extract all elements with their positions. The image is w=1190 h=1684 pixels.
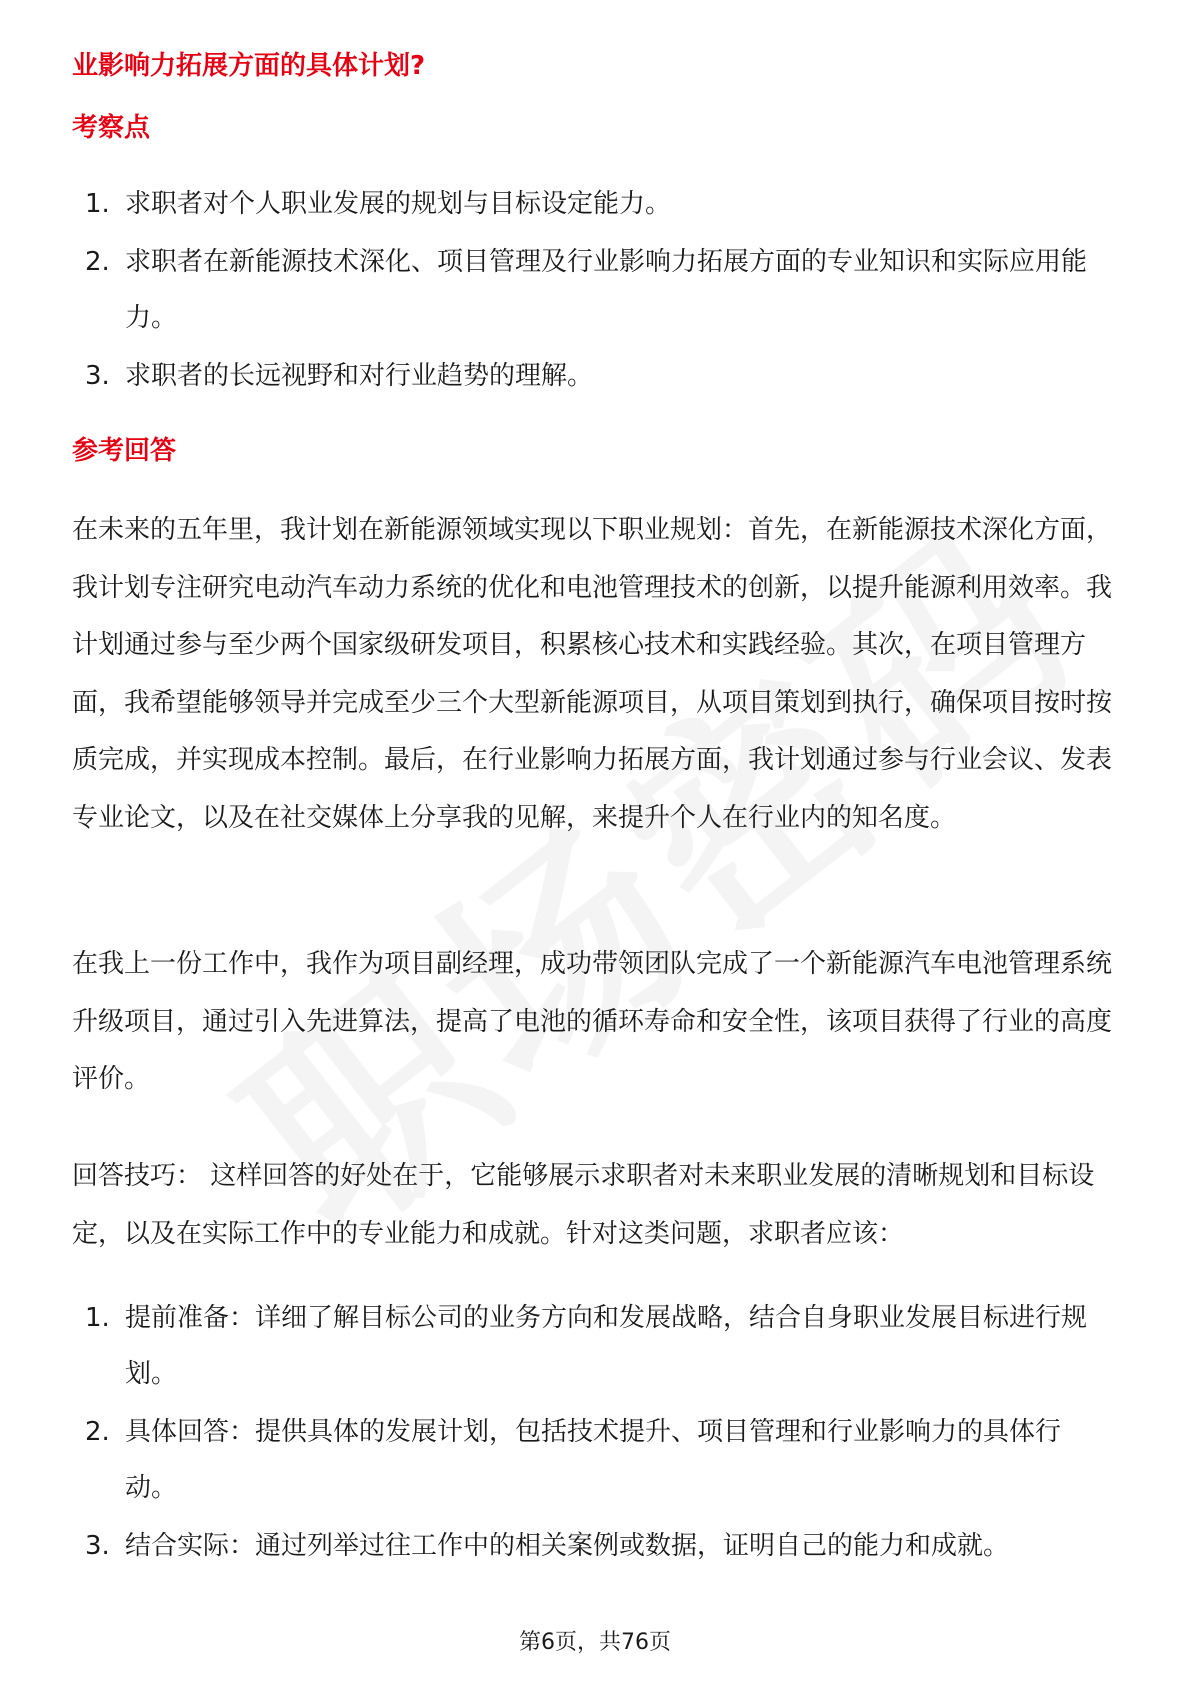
list-item-number: 2. (85, 1417, 110, 1447)
section-heading-cankao: 参考回答 (72, 436, 177, 466)
tips-list (0, 1290, 1190, 1574)
list-item-text: 提前准备：详细了解目标公司的业务方向和发展战略，结合自身职业发展目标进行规划。 (125, 1303, 1088, 1389)
section-heading-kaocha: 考察点 (72, 113, 151, 143)
list-item-text: 求职者的长远视野和对行业趋势的理解。 (125, 361, 594, 391)
answer-paragraph: 在未来的五年里，我计划在新能源领域实现以下职业规划：首先，在新能源技术深化方面，我计划专注研究电动汽车动力系统的优化和电池管理技术的创新，以提升能源利用效率。我计划通过参与至少两个国家级研发项目，积累核心技术和实践经验。其次，在项目管理方面，我希望能够领导并完成至少三个大型新能源项目，从项目策划到执行，确保项目按时按质完成，并实现成本控制。最后，在行业影响力拓展方面，我计划通过参与行业会议、发表专业论文，以及在社交媒体上分享我的见解，来提升个人在行业内的知名度。 (72, 515, 1113, 833)
list-item-number: 3. (85, 1531, 110, 1561)
page-number-footer: 第6页，共76页 (519, 1630, 671, 1655)
list-item (0, 176, 1190, 232)
list-item (0, 348, 1190, 404)
list-item-text: 结合实际：通过列举过往工作中的相关案例或数据，证明自己的能力和成就。 (125, 1531, 1010, 1561)
list-item (0, 1404, 1190, 1516)
list-item-number: 2. (85, 247, 110, 277)
kaocha-list (0, 176, 1190, 404)
list-item (0, 1290, 1190, 1402)
tips-paragraph: 回答技巧： 这样回答的好处在于，它能够展示求职者对未来职业发展的清晰规划和目标设定，以及在实际工作中的专业能力和成就。针对这类问题，求职者应该： (72, 1161, 1095, 1249)
answer-paragraph: 在我上一份工作中，我作为项目副经理，成功带领团队完成了一个新能源汽车电池管理系统升级项目，通过引入先进算法，提高了电池的循环寿命和安全性，该项目获得了行业的高度评价。 (72, 949, 1113, 1094)
page-title: 业影响力拓展方面的具体计划? (72, 51, 426, 81)
list-item-text: 求职者在新能源技术深化、项目管理及行业影响力拓展方面的专业知识和实际应用能力。 (125, 247, 1088, 333)
list-item-text: 求职者对个人职业发展的规划与目标设定能力。 (125, 189, 672, 219)
list-item-number: 3. (85, 361, 110, 391)
list-item-text: 具体回答：提供具体的发展计划，包括技术提升、项目管理和行业影响力的具体行动。 (125, 1417, 1062, 1503)
list-item (0, 1518, 1190, 1574)
list-item (0, 234, 1190, 346)
list-item-number: 1. (85, 1303, 110, 1333)
list-item-number: 1. (85, 189, 110, 219)
